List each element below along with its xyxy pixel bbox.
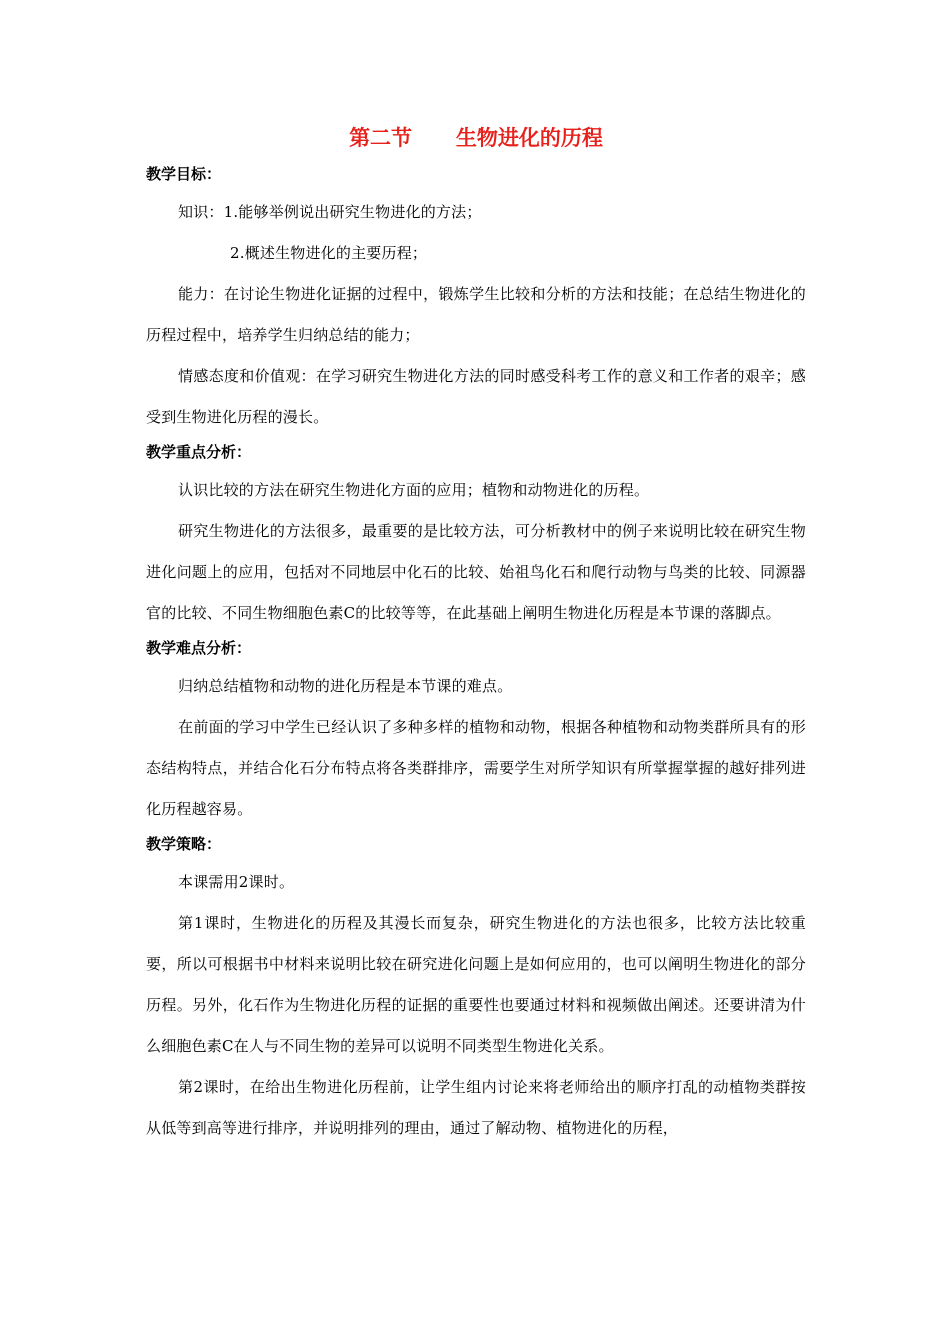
section-heading-goals: 教学目标：	[146, 165, 222, 183]
difficulties-paragraph-1: 归纳总结植物和动物的进化历程是本节课的难点。	[178, 677, 513, 695]
strategy-paragraph-3: 第2课时，在给出生物进化历程前，让学生组内讨论来将老师给出的顺序打乱的动植物类群按从低等到高等进行排序，并说明排列的理由，通过了解动物、植物进化的历程，	[146, 1078, 806, 1137]
key-points-paragraph-1: 认识比较的方法在研究生物进化方面的应用；植物和动物进化的历程。	[178, 481, 650, 499]
section-heading-strategy: 教学策略：	[146, 835, 222, 853]
page-title: 第二节 生物进化的历程	[349, 126, 603, 150]
goals-knowledge-1: 知识：1.能够举例说出研究生物进化的方法；	[178, 203, 482, 221]
section-heading-difficulties: 教学难点分析：	[146, 639, 252, 657]
goals-emotion: 情感态度和价值观：在学习研究生物进化方法的同时感受科考工作的意义和工作者的艰辛；感受到生物进化历程的漫长。	[146, 367, 806, 426]
key-points-paragraph-2: 研究生物进化的方法很多，最重要的是比较方法，可分析教材中的例子来说明比较在研究生物进化问题上的应用，包括对不同地层中化石的比较、始祖鸟化石和爬行动物与鸟类的比较、同源器官的比较、不同生物细胞色素C的比较等等，在此基础上阐明生物进化历程是本节课的落脚点。	[146, 522, 806, 622]
strategy-paragraph-2: 第1课时，生物进化的历程及其漫长而复杂，研究生物进化的方法也很多，比较方法比较重要，所以可根据书中材料来说明比较在研究进化问题上是如何应用的，也可以阐明生物进化的部分历程。另外，化石作为生物进化历程的证据的重要性也要通过材料和视频做出阐述。还要讲清为什么细胞色素C在人与不同生物的差异可以说明不同类型生物进化关系。	[146, 914, 806, 1055]
section-heading-key-points: 教学重点分析：	[146, 443, 252, 461]
goals-ability: 能力：在讨论生物进化证据的过程中，锻炼学生比较和分析的方法和技能；在总结生物进化的历程过程中，培养学生归纳总结的能力；	[146, 285, 806, 344]
goals-knowledge-2: 2.概述生物进化的主要历程；	[230, 244, 428, 262]
strategy-paragraph-1: 本课需用2课时。	[178, 873, 295, 891]
difficulties-paragraph-2: 在前面的学习中学生已经认识了多种多样的植物和动物，根据各种植物和动物类群所具有的形态结构特点，并结合化石分布特点将各类群排序，需要学生对所学知识有所掌握掌握的越好排列进化历程越容易。	[146, 718, 806, 818]
document-body	[146, 118, 806, 1149]
